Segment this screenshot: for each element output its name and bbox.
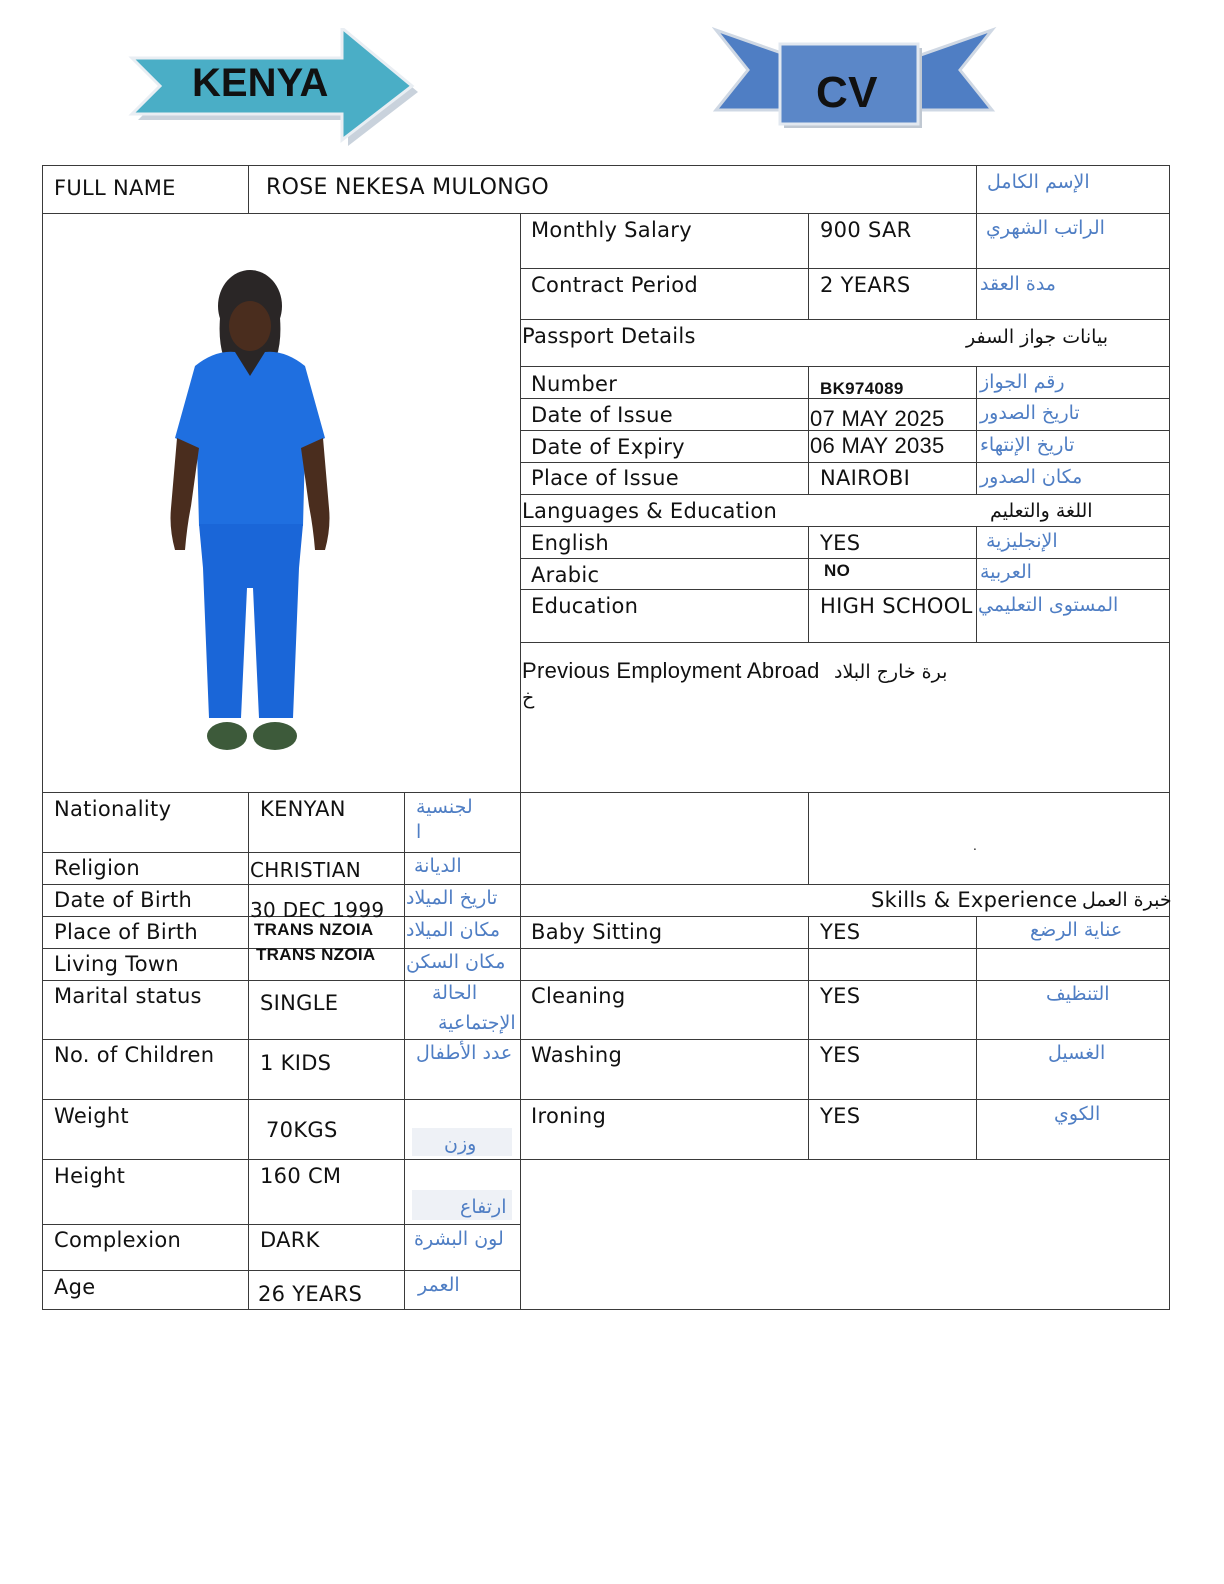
ironing-ar: الكوي (1054, 1103, 1101, 1125)
english-label: English (531, 531, 609, 555)
date-of-issue-ar: تاريخ الصدور (980, 402, 1080, 424)
weight-label: Weight (54, 1104, 129, 1128)
english-value: YES (820, 531, 861, 555)
baby-sitting-value: YES (820, 920, 861, 944)
living-town-label: Living Town (54, 952, 180, 976)
monthly-salary-value: 900 SAR (820, 218, 912, 242)
education-value: HIGH SCHOOL (820, 594, 973, 618)
nationality-value: KENYAN (260, 797, 346, 821)
date-of-birth-label: Date of Birth (54, 888, 193, 912)
complexion-ar: لون البشرة (414, 1228, 504, 1250)
skills-heading-ar: خبرة العمل (1082, 889, 1172, 911)
date-of-birth-value: 30 DEC 1999 (250, 898, 385, 922)
stray-dot: . (973, 839, 978, 853)
contract-period-label: Contract Period (531, 273, 698, 297)
ironing-label: Ironing (531, 1104, 607, 1128)
place-of-birth-value: TRANS NZOIA (254, 920, 374, 939)
education-ar: المستوى التعليمي (978, 594, 1119, 616)
age-ar: العمر (418, 1274, 460, 1296)
marital-status-ar-2: الإجتماعية (438, 1012, 516, 1034)
weight-ar: وزن (444, 1133, 477, 1155)
children-ar: عدد الأطفال (416, 1042, 513, 1064)
previous-employment-heading: Previous Employment Abroad (522, 658, 820, 683)
marital-status-value: SINGLE (260, 991, 339, 1015)
english-ar: الإنجليزية (986, 530, 1058, 552)
children-value: 1 KIDS (260, 1051, 332, 1075)
monthly-salary-label: Monthly Salary (531, 218, 692, 242)
arabic-value: NO (824, 561, 851, 580)
children-label: No. of Children (54, 1043, 215, 1067)
monthly-salary-ar: الراتب الشهري (986, 217, 1105, 239)
arabic-ar: العربية (980, 561, 1032, 583)
languages-heading: Languages & Education (522, 499, 778, 523)
nationality-ar-1: لجنسية (416, 796, 473, 818)
full-name-ar: الإسم الكامل (987, 171, 1090, 193)
cleaning-ar: التنظيف (1046, 983, 1110, 1005)
washing-ar: الغسيل (1048, 1042, 1106, 1064)
country-banner-text: KENYA (192, 61, 329, 105)
cleaning-value: YES (820, 984, 861, 1008)
contract-period-ar: مدة العقد (980, 273, 1056, 295)
religion-label: Religion (54, 856, 140, 880)
languages-heading-ar: اللغة والتعليم (990, 500, 1093, 522)
baby-sitting-ar: عناية الرضع (1030, 919, 1123, 941)
cleaning-label: Cleaning (531, 984, 626, 1008)
height-ar: ارتفاع (460, 1196, 507, 1218)
arabic-label: Arabic (531, 563, 600, 587)
passport-number-ar: رقم الجواز (980, 371, 1065, 393)
baby-sitting-label: Baby Sitting (531, 920, 663, 944)
religion-value: CHRISTIAN (250, 858, 361, 882)
skills-heading: Skills & Experience (871, 888, 1078, 912)
date-of-issue-label: Date of Issue (531, 403, 673, 427)
candidate-photo (165, 268, 335, 760)
previous-employment-ar-1: برة خارج البلاد (834, 661, 948, 683)
place-of-issue-ar: مكان الصدور (980, 466, 1083, 488)
education-label: Education (531, 594, 639, 618)
full-name-label: FULL NAME (54, 176, 176, 200)
place-of-birth-ar: مكان الميلاد (406, 919, 501, 941)
place-of-birth-label: Place of Birth (54, 920, 199, 944)
living-town-ar: مكان السكن (406, 951, 506, 973)
complexion-value: DARK (260, 1228, 320, 1252)
passport-number-value: BK974089 (820, 379, 904, 398)
passport-heading-ar: بيانات جواز السفر (966, 326, 1108, 348)
weight-value: 70KGS (266, 1118, 338, 1142)
nationality-ar-2: ا (416, 821, 422, 843)
height-label: Height (54, 1164, 126, 1188)
person-photo-icon (165, 268, 335, 760)
date-of-birth-ar: تاريخ الميلاد (406, 887, 498, 909)
date-of-expiry-label: Date of Expiry (531, 435, 685, 459)
height-value: 160 CM (260, 1164, 342, 1188)
passport-heading: Passport Details (522, 324, 696, 348)
washing-label: Washing (531, 1043, 623, 1067)
place-of-issue-value: NAIROBI (820, 466, 911, 490)
passport-number-label: Number (531, 372, 618, 396)
age-value: 26 YEARS (258, 1282, 363, 1306)
living-town-value: TRANS NZOIA (256, 945, 376, 964)
religion-ar: الديانة (414, 855, 462, 877)
full-name-value: ROSE NEKESA MULONGO (266, 175, 549, 200)
age-label: Age (54, 1275, 96, 1299)
place-of-issue-label: Place of Issue (531, 466, 679, 490)
contract-period-value: 2 YEARS (820, 273, 911, 297)
cv-badge-text: CV (816, 68, 878, 117)
date-of-expiry-value: 06 MAY 2035 (810, 433, 945, 458)
ironing-value: YES (820, 1104, 861, 1128)
complexion-label: Complexion (54, 1228, 182, 1252)
nationality-label: Nationality (54, 797, 172, 821)
date-of-expiry-ar: تاريخ الإنتهاء (980, 434, 1075, 456)
previous-employment-ar-2: خ (522, 687, 535, 709)
marital-status-ar-1: الحالة (432, 982, 478, 1004)
washing-value: YES (820, 1043, 861, 1067)
marital-status-label: Marital status (54, 984, 202, 1008)
date-of-issue-value: 07 MAY 2025 (810, 406, 945, 431)
